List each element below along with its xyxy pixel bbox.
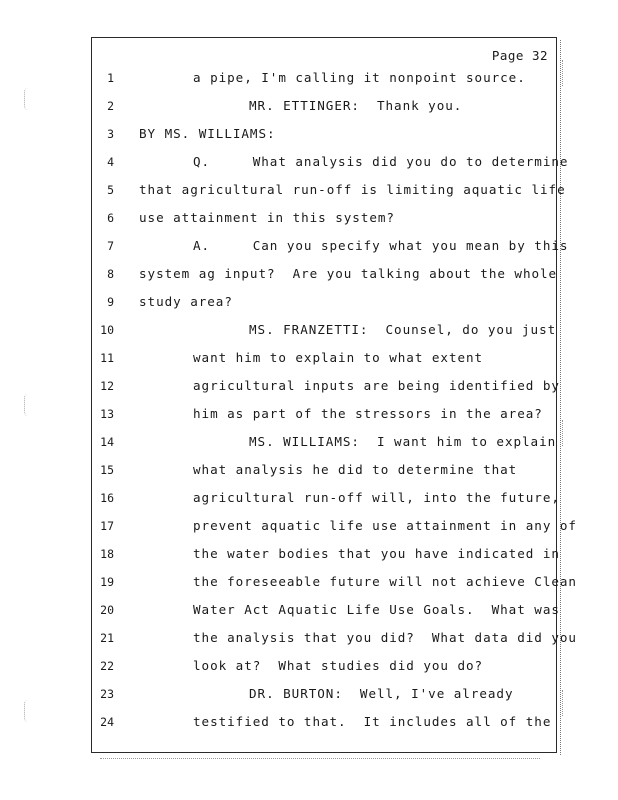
line-number: 8: [107, 267, 114, 281]
line-number: 1: [107, 71, 114, 85]
line-text: use attainment in this system?: [139, 210, 395, 225]
transcript-line: [0, 348, 618, 376]
transcript-line: [0, 432, 618, 460]
line-text: agricultural inputs are being identified by: [193, 378, 560, 393]
transcript-line: [0, 572, 618, 600]
transcript-line: [0, 628, 618, 656]
line-text: him as part of the stressors in the area?: [193, 406, 543, 421]
line-number: 10: [100, 323, 114, 337]
line-number: 21: [100, 631, 114, 645]
line-text: look at? What studies did you do?: [193, 658, 484, 673]
line-text: DR. BURTON: Well, I've already: [249, 686, 514, 701]
line-text: MR. ETTINGER: Thank you.: [249, 98, 463, 113]
line-number: 3: [107, 127, 114, 141]
transcript-line: [0, 376, 618, 404]
line-text: testified to that. It includes all of the: [193, 714, 552, 729]
line-number: 5: [107, 183, 114, 197]
transcript-line: [0, 236, 618, 264]
transcript-line: [0, 124, 618, 152]
line-number: 22: [100, 659, 114, 673]
line-number: 2: [107, 99, 114, 113]
line-number: 6: [107, 211, 114, 225]
line-number: 20: [100, 603, 114, 617]
footer-rule: [100, 758, 540, 759]
line-text: the water bodies that you have indicated in: [193, 546, 560, 561]
transcript-line: [0, 404, 618, 432]
line-text: system ag input? Are you talking about the whole: [139, 266, 558, 281]
transcript-line: [0, 68, 618, 96]
line-number: 17: [100, 519, 114, 533]
line-text: BY MS. WILLIAMS:: [139, 126, 276, 141]
transcript-line: [0, 712, 618, 740]
line-text: agricultural run-off will, into the future,: [193, 490, 560, 505]
line-text: MS. WILLIAMS: I want him to explain: [249, 434, 557, 449]
transcript-line: [0, 292, 618, 320]
line-number: 7: [107, 239, 114, 253]
line-number: 4: [107, 155, 114, 169]
transcript-line: [0, 96, 618, 124]
transcript-lines: [0, 68, 618, 740]
line-number: 9: [107, 295, 114, 309]
line-number: 16: [100, 491, 114, 505]
line-text: the foreseeable future will not achieve Clean: [193, 574, 577, 589]
line-text: A. Can you specify what you mean by this: [193, 238, 569, 253]
line-number: 12: [100, 379, 114, 393]
line-number: 15: [100, 463, 114, 477]
transcript-line: [0, 180, 618, 208]
transcript-line: [0, 460, 618, 488]
line-number: 13: [100, 407, 114, 421]
transcript-line: [0, 656, 618, 684]
line-text: a pipe, I'm calling it nonpoint source.: [193, 70, 526, 85]
line-number: 18: [100, 547, 114, 561]
transcript-line: [0, 516, 618, 544]
line-number: 19: [100, 575, 114, 589]
transcript-line: [0, 208, 618, 236]
line-text: that agricultural run-off is limiting aquatic life: [139, 182, 566, 197]
transcript-line: [0, 544, 618, 572]
line-text: study area?: [139, 294, 233, 309]
transcript-line: [0, 320, 618, 348]
line-text: what analysis he did to determine that: [193, 462, 518, 477]
line-number: 24: [100, 715, 114, 729]
transcript-line: [0, 600, 618, 628]
line-text: Q. What analysis did you do to determine: [193, 154, 569, 169]
line-text: MS. FRANZETTI: Counsel, do you just: [249, 322, 557, 337]
transcript-line: [0, 264, 618, 292]
line-number: 23: [100, 687, 114, 701]
transcript-line: [0, 152, 618, 180]
line-number: 14: [100, 435, 114, 449]
line-text: Water Act Aquatic Life Use Goals. What was: [193, 602, 560, 617]
page-number: Page 32: [491, 48, 548, 63]
line-number: 11: [100, 351, 114, 365]
line-text: prevent aquatic life use attainment in any of: [193, 518, 577, 533]
transcript-line: [0, 488, 618, 516]
transcript-line: [0, 684, 618, 712]
line-text: the analysis that you did? What data did you: [193, 630, 577, 645]
line-text: want him to explain to what extent: [193, 350, 484, 365]
